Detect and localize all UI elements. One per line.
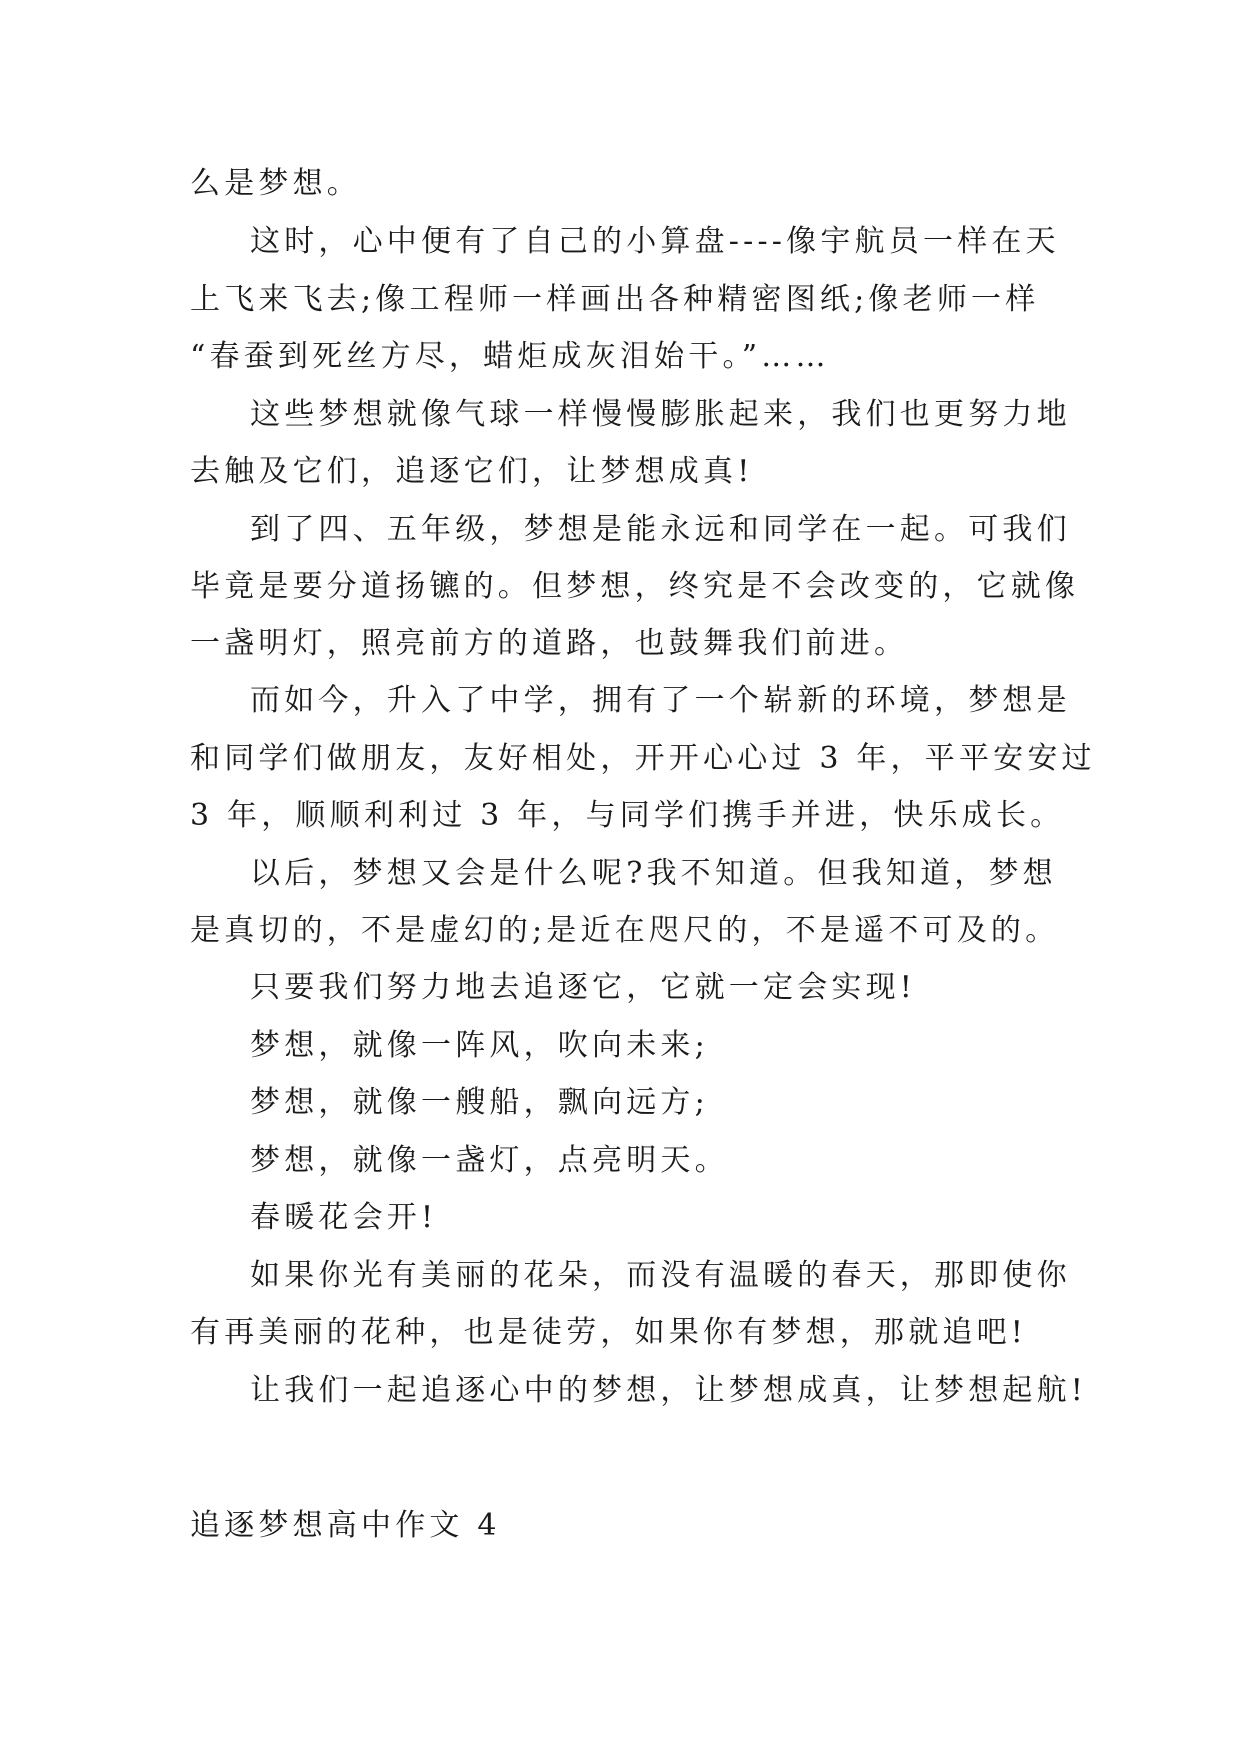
paragraph-first-line: 以后，梦想又会是什么呢?我不知道。但我知道，梦想 (250, 856, 1057, 891)
paragraph-first-line: 如果你光有美丽的花朵，而没有温暖的春天，那即使你 (250, 1258, 1071, 1293)
text-line: 3 年，顺顺利利过 3 年，与同学们携手并进，快乐成长。 (190, 798, 1065, 833)
text-line: 和同学们做朋友，友好相处，开开心心过 3 年，平平安安过 (190, 741, 1096, 776)
text-line: 么是梦想。 (190, 166, 361, 201)
text-line: 毕竟是要分道扬镳的。但梦想，终究是不会改变的，它就像 (190, 569, 1080, 604)
paragraph-first-line: 让我们一起追逐心中的梦想，让梦想成真，让梦想起航! (250, 1373, 1088, 1408)
section-title: 追逐梦想高中作文 4 (190, 1508, 501, 1543)
text-line: 去触及它们，追逐它们，让梦想成真! (190, 454, 754, 489)
paragraph-first-line: 梦想，就像一艘船，飘向远方; (250, 1085, 709, 1120)
paragraph-first-line: 而如今，升入了中学，拥有了一个崭新的环境，梦想是 (250, 683, 1071, 718)
text-line: 一盏明灯，照亮前方的道路，也鼓舞我们前进。 (190, 626, 909, 661)
text-line: 是真切的，不是虚幻的;是近在咫尺的，不是遥不可及的。 (190, 913, 1060, 948)
paragraph-first-line: 到了四、五年级，梦想是能永远和同学在一起。可我们 (250, 512, 1071, 547)
text-line: 有再美丽的花种，也是徒劳，如果你有梦想，那就追吧! (190, 1315, 1028, 1350)
paragraph-first-line: 这时，心中便有了自己的小算盘----像宇航员一样在天 (250, 224, 1060, 259)
text-line: “春蚕到死丝方尽，蜡炬成灰泪始干。”…… (190, 339, 830, 374)
paragraph-first-line: 这些梦想就像气球一样慢慢膨胀起来，我们也更努力地 (250, 397, 1071, 432)
paragraph-first-line: 梦想，就像一阵风，吹向未来; (250, 1028, 709, 1063)
paragraph-first-line: 梦想，就像一盏灯，点亮明天。 (250, 1143, 729, 1178)
paragraph-first-line: 只要我们努力地去追逐它，它就一定会实现! (250, 970, 917, 1005)
paragraph-first-line: 春暖花会开! (250, 1200, 438, 1235)
text-line: 上飞来飞去;像工程师一样画出各种精密图纸;像老师一样 (190, 282, 1040, 317)
